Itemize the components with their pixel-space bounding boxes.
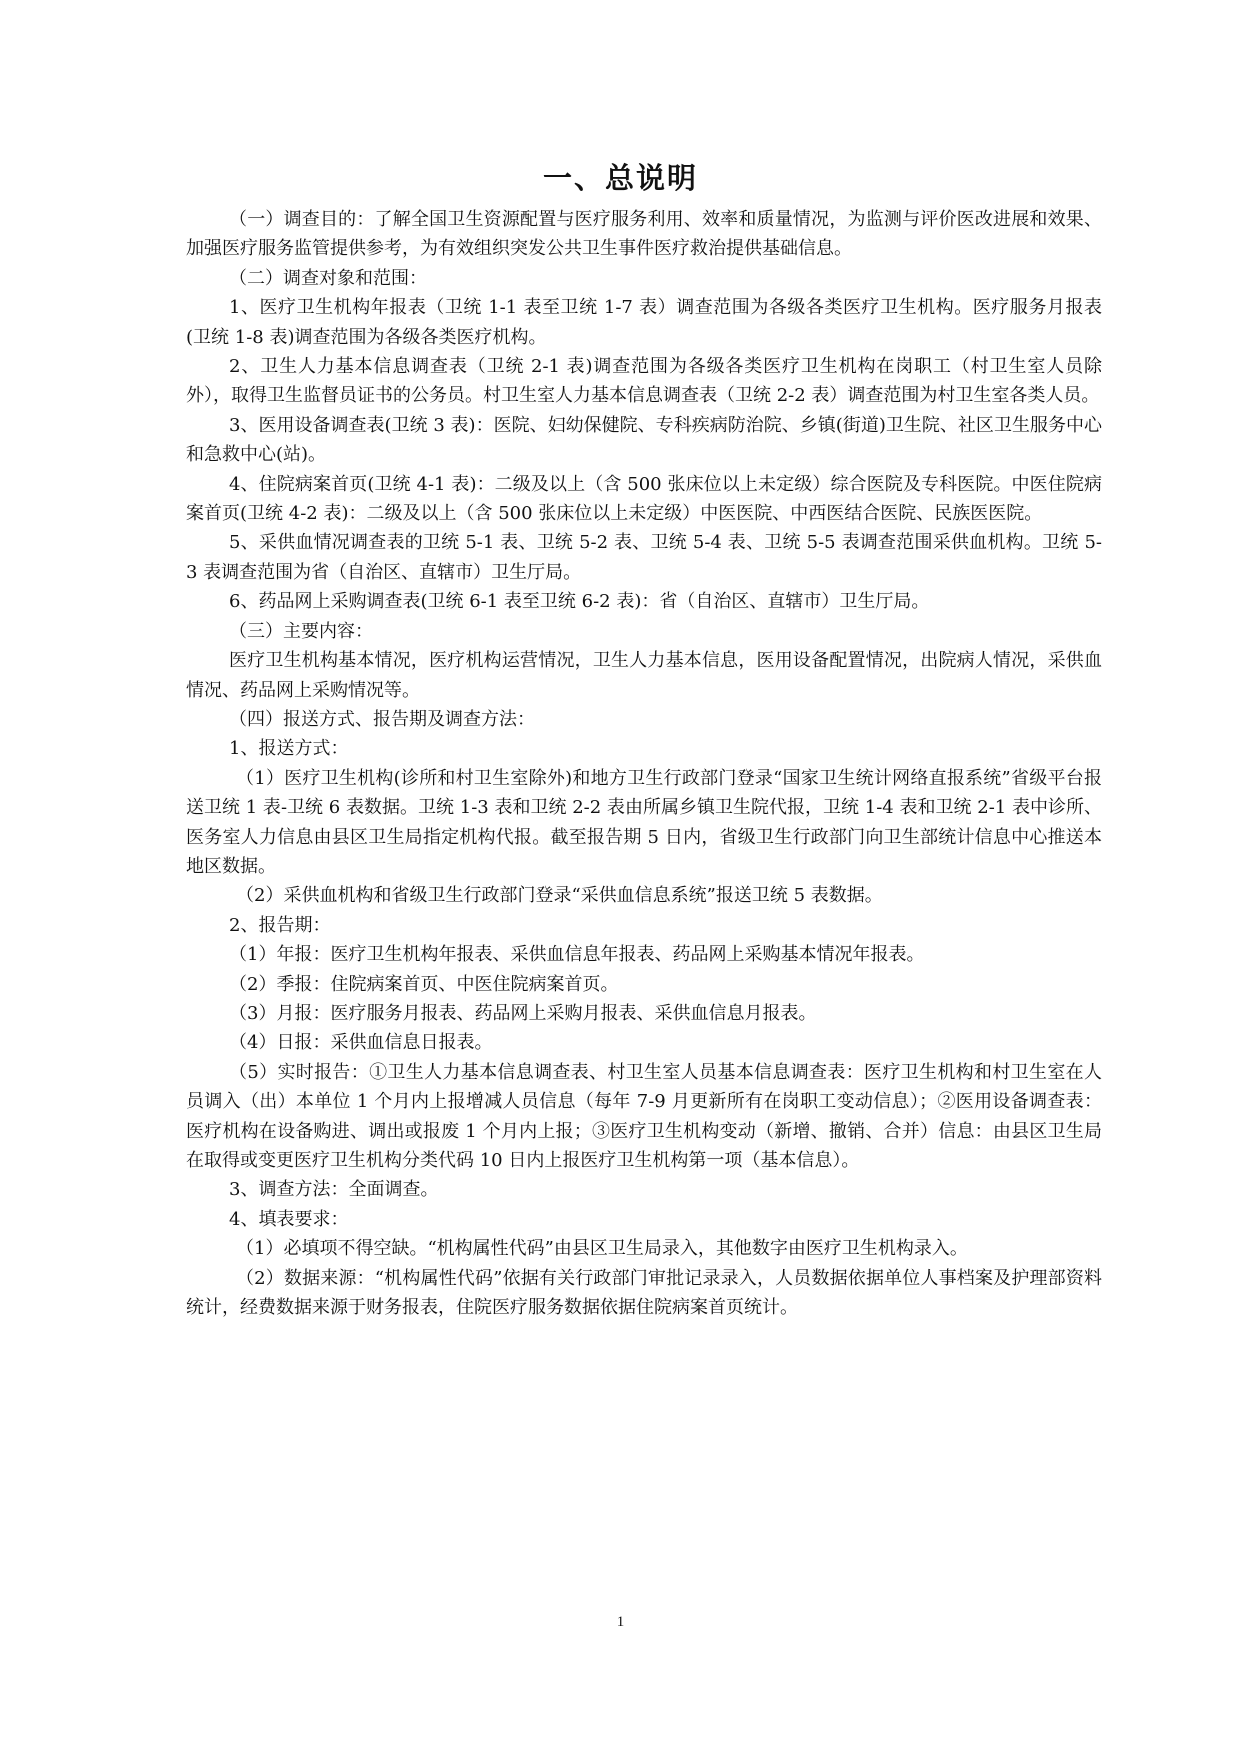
- paragraph-scope-5: 5、采供血情况调查表的卫统 5-1 表、卫统 5-2 表、卫统 5-4 表、卫统 5-5 表调查范围采供血机构。卫统 5-3 表调查范围为省（自治区、直辖市）卫生厅局。: [186, 532, 1102, 583]
- paragraph-fill-requirement-2: （2）数据来源：“机构属性代码”依据有关行政部门审批记录录入，人员数据依据单位人事档案及护理部资料统计，经费数据来源于财务报表，住院医疗服务数据依据住院病案首页统计。: [186, 1267, 1102, 1319]
- heading-report-period: 2、报告期：: [229, 914, 331, 936]
- heading-reporting: （四）报送方式、报告期及调查方法：: [229, 708, 535, 730]
- paragraph-annual-report: （1）年报：医疗卫生机构年报表、采供血信息年报表、药品网上采购基本情况年报表。: [229, 944, 925, 966]
- heading-content: （三）主要内容：: [229, 620, 373, 642]
- paragraph-quarterly-report: （2）季报：住院病案首页、中医住院病案首页。: [229, 973, 619, 995]
- heading-scope: （二）调查对象和范围：: [229, 267, 427, 289]
- paragraph-fill-requirement-1: （1）必填项不得空缺。“机构属性代码”由县区卫生局录入，其他数字由医疗卫生机构录入。: [236, 1238, 968, 1260]
- document-body: [186, 205, 1102, 1322]
- page-number: 1: [616, 1614, 625, 1630]
- paragraph-scope-6: 6、药品网上采购调查表(卫统 6-1 表至卫统 6-2 表)：省（自治区、直辖市）卫生厅局。: [229, 591, 930, 613]
- paragraph-scope-3: 3、医用设备调查表(卫统 3 表)：医院、妇幼保健院、专科疾病防治院、乡镇(街道)卫生院、社区卫生服务中心和急救中心(站)。: [186, 414, 1102, 466]
- page-title: 一、总说明: [542, 161, 698, 195]
- paragraph-purpose: （一）调查目的：了解全国卫生资源配置与医疗服务利用、效率和质量情况，为监测与评价医改进展和效果、加强医疗服务监管提供参考，为有效组织突发公共卫生事件医疗救治提供基础信息。: [186, 209, 1102, 260]
- paragraph-monthly-report: （3）月报：医疗服务月报表、药品网上采购月报表、采供血信息月报表。: [229, 1002, 817, 1024]
- paragraph-realtime-report: （5）实时报告：①卫生人力基本信息调查表、村卫生室人员基本信息调查表：医疗卫生机构和村卫生室在人员调入（出）本单位 1 个月内上报增减人员信息（每年 7-9 月更新所有在岗职工变动信息）；②医用设备调查表：医疗机构在设备购进、调出或报废 1 个月内上报；③医疗卫生机构变动（新增、撤销、合并）信息：由县区卫生局在取得或变更医疗卫生机构分类代码 10 日内上报医疗卫生机构第一项（基本信息）。: [186, 1061, 1102, 1171]
- paragraph-content: 医疗卫生机构基本情况，医疗机构运营情况，卫生人力基本信息，医用设备配置情况，出院病人情况，采供血情况、药品网上采购情况等。: [186, 650, 1102, 701]
- paragraph-scope-4: 4、住院病案首页(卫统 4-1 表)：二级及以上（含 500 张床位以上未定级）综合医院及专科医院。中医住院病案首页(卫统 4-2 表)：二级及以上（含 500 张床位以上未定级）中医医院、中西医结合医院、民族医医院。: [186, 473, 1102, 525]
- paragraph-report-method-1: （1）医疗卫生机构(诊所和村卫生室除外)和地方卫生行政部门登录“国家卫生统计网络直报系统”省级平台报送卫统 1 表-卫统 6 表数据。卫统 1-3 表和卫统 2-2 表由所属乡镇卫生院代报，卫统 1-4 表和卫统 2-1 表中诊所、医务室人力信息由县区卫生局指定机构代报。截至报告期 5 日内，省级卫生行政部门向卫生部统计信息中心推送本地区数据。: [186, 767, 1102, 877]
- paragraph-daily-report: （4）日报：采供血信息日报表。: [229, 1032, 493, 1054]
- paragraph-scope-1: 1、医疗卫生机构年报表（卫统 1-1 表至卫统 1-7 表）调查范围为各级各类医疗卫生机构。医疗服务月报表(卫统 1-8 表)调查范围为各级各类医疗机构。: [186, 297, 1102, 348]
- paragraph-survey-method: 3、调查方法：全面调查。: [229, 1179, 439, 1201]
- heading-report-method: 1、报送方式：: [229, 738, 349, 760]
- heading-fill-requirements: 4、填表要求：: [229, 1208, 349, 1230]
- paragraph-scope-2: 2、卫生人力基本信息调查表（卫统 2-1 表)调查范围为各级各类医疗卫生机构在岗职工（村卫生室人员除外），取得卫生监督员证书的公务员。村卫生室人力基本信息调查表（卫统 2-2 表）调查范围为村卫生室各类人员。: [186, 356, 1102, 407]
- paragraph-report-method-2: （2）采供血机构和省级卫生行政部门登录“采供血信息系统”报送卫统 5 表数据。: [236, 885, 883, 907]
